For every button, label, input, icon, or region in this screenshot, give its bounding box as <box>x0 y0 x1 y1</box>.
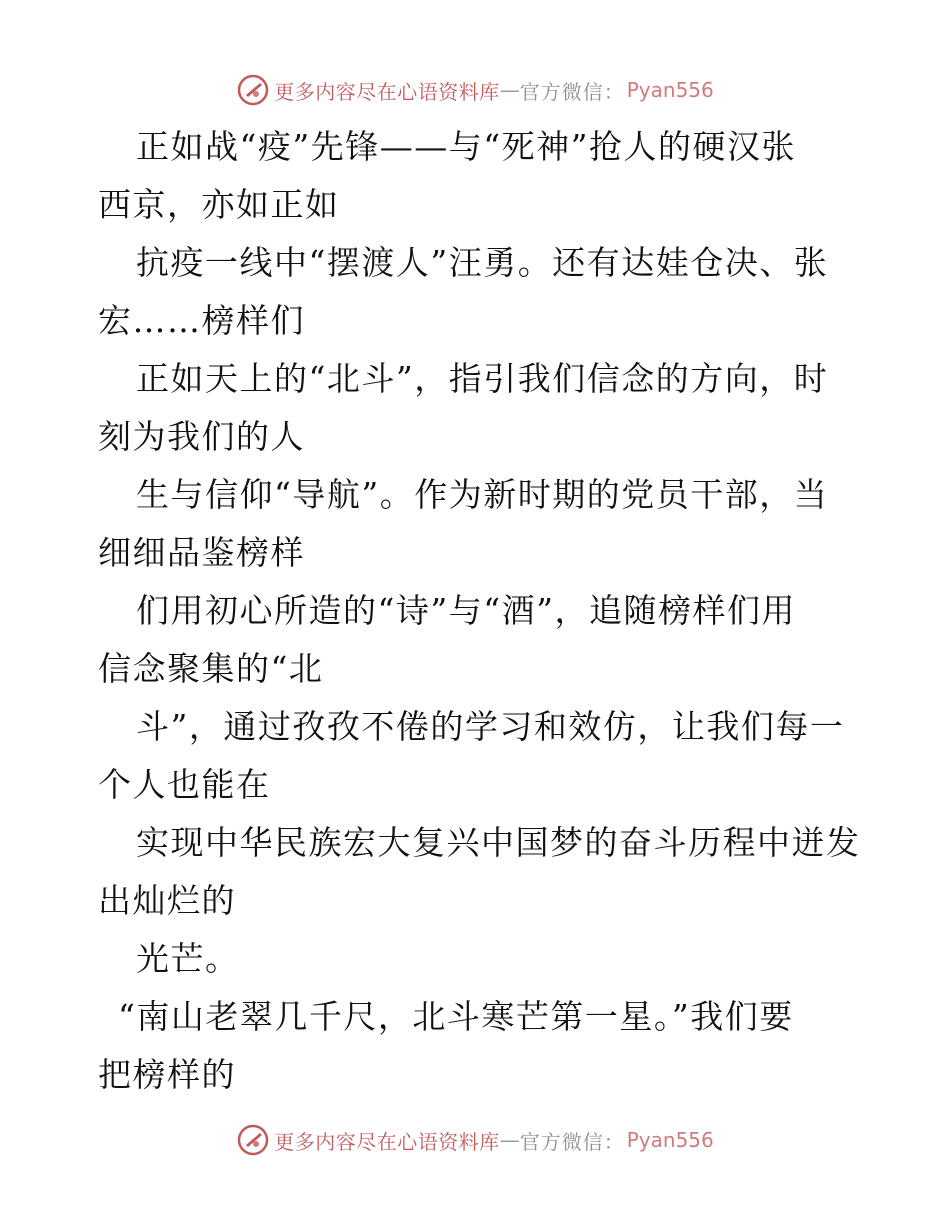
body-line: 刻为我们的人 <box>98 417 305 456</box>
body-line: 信念聚集的“北 <box>98 649 324 688</box>
watermark-text: 更多内容尽在心语资料库 <box>274 1129 500 1154</box>
watermark-text: 更多内容尽在心语资料库 <box>274 79 500 104</box>
body-line: 抗疫一线中“摆渡人”汪勇。还有达娃仓决、张 <box>136 243 829 282</box>
body-line: 西京，亦如正如 <box>98 185 340 224</box>
body-line: 出灿烂的 <box>98 881 236 920</box>
watermark-label: 官方微信： <box>519 79 625 104</box>
body-line: “南山老翠几千尺，北斗寒芒第一星。”我们要 <box>118 997 794 1036</box>
watermark-label: 官方微信： <box>519 1129 625 1154</box>
watermark-wechat-id: Pyan556 <box>626 78 714 102</box>
body-line: 细细品鉴榜样 <box>98 533 305 572</box>
body-line: 正如战“疫”先锋——与“死神”抢人的硬汉张 <box>136 127 796 166</box>
watermark-dash: — <box>499 1128 520 1152</box>
body-line: 宏……榜样们 <box>98 301 305 340</box>
watermark-dash: — <box>499 78 520 102</box>
brand-logo-icon <box>236 1123 270 1157</box>
body-line: 光芒。 <box>136 939 240 978</box>
body-line: 正如天上的“北斗”，指引我们信念的方向，时 <box>136 359 829 398</box>
header-watermark <box>0 70 950 110</box>
body-line: 把榜样的 <box>98 1055 236 1094</box>
watermark-wechat-id: Pyan556 <box>626 1128 714 1152</box>
footer-watermark <box>0 1120 950 1160</box>
body-line: 斗”，通过孜孜不倦的学习和效仿，让我们每一 <box>136 707 845 746</box>
body-line: 们用初心所造的“诗”与“酒”，追随榜样们用 <box>136 591 796 630</box>
brand-logo-icon <box>236 73 270 107</box>
body-line: 个人也能在 <box>98 765 271 804</box>
body-line: 生与信仰“导航”。作为新时期的党员干部，当 <box>136 475 829 514</box>
document-body <box>98 118 861 1104</box>
body-line: 实现中华民族宏大复兴中国梦的奋斗历程中迸发 <box>136 823 861 862</box>
